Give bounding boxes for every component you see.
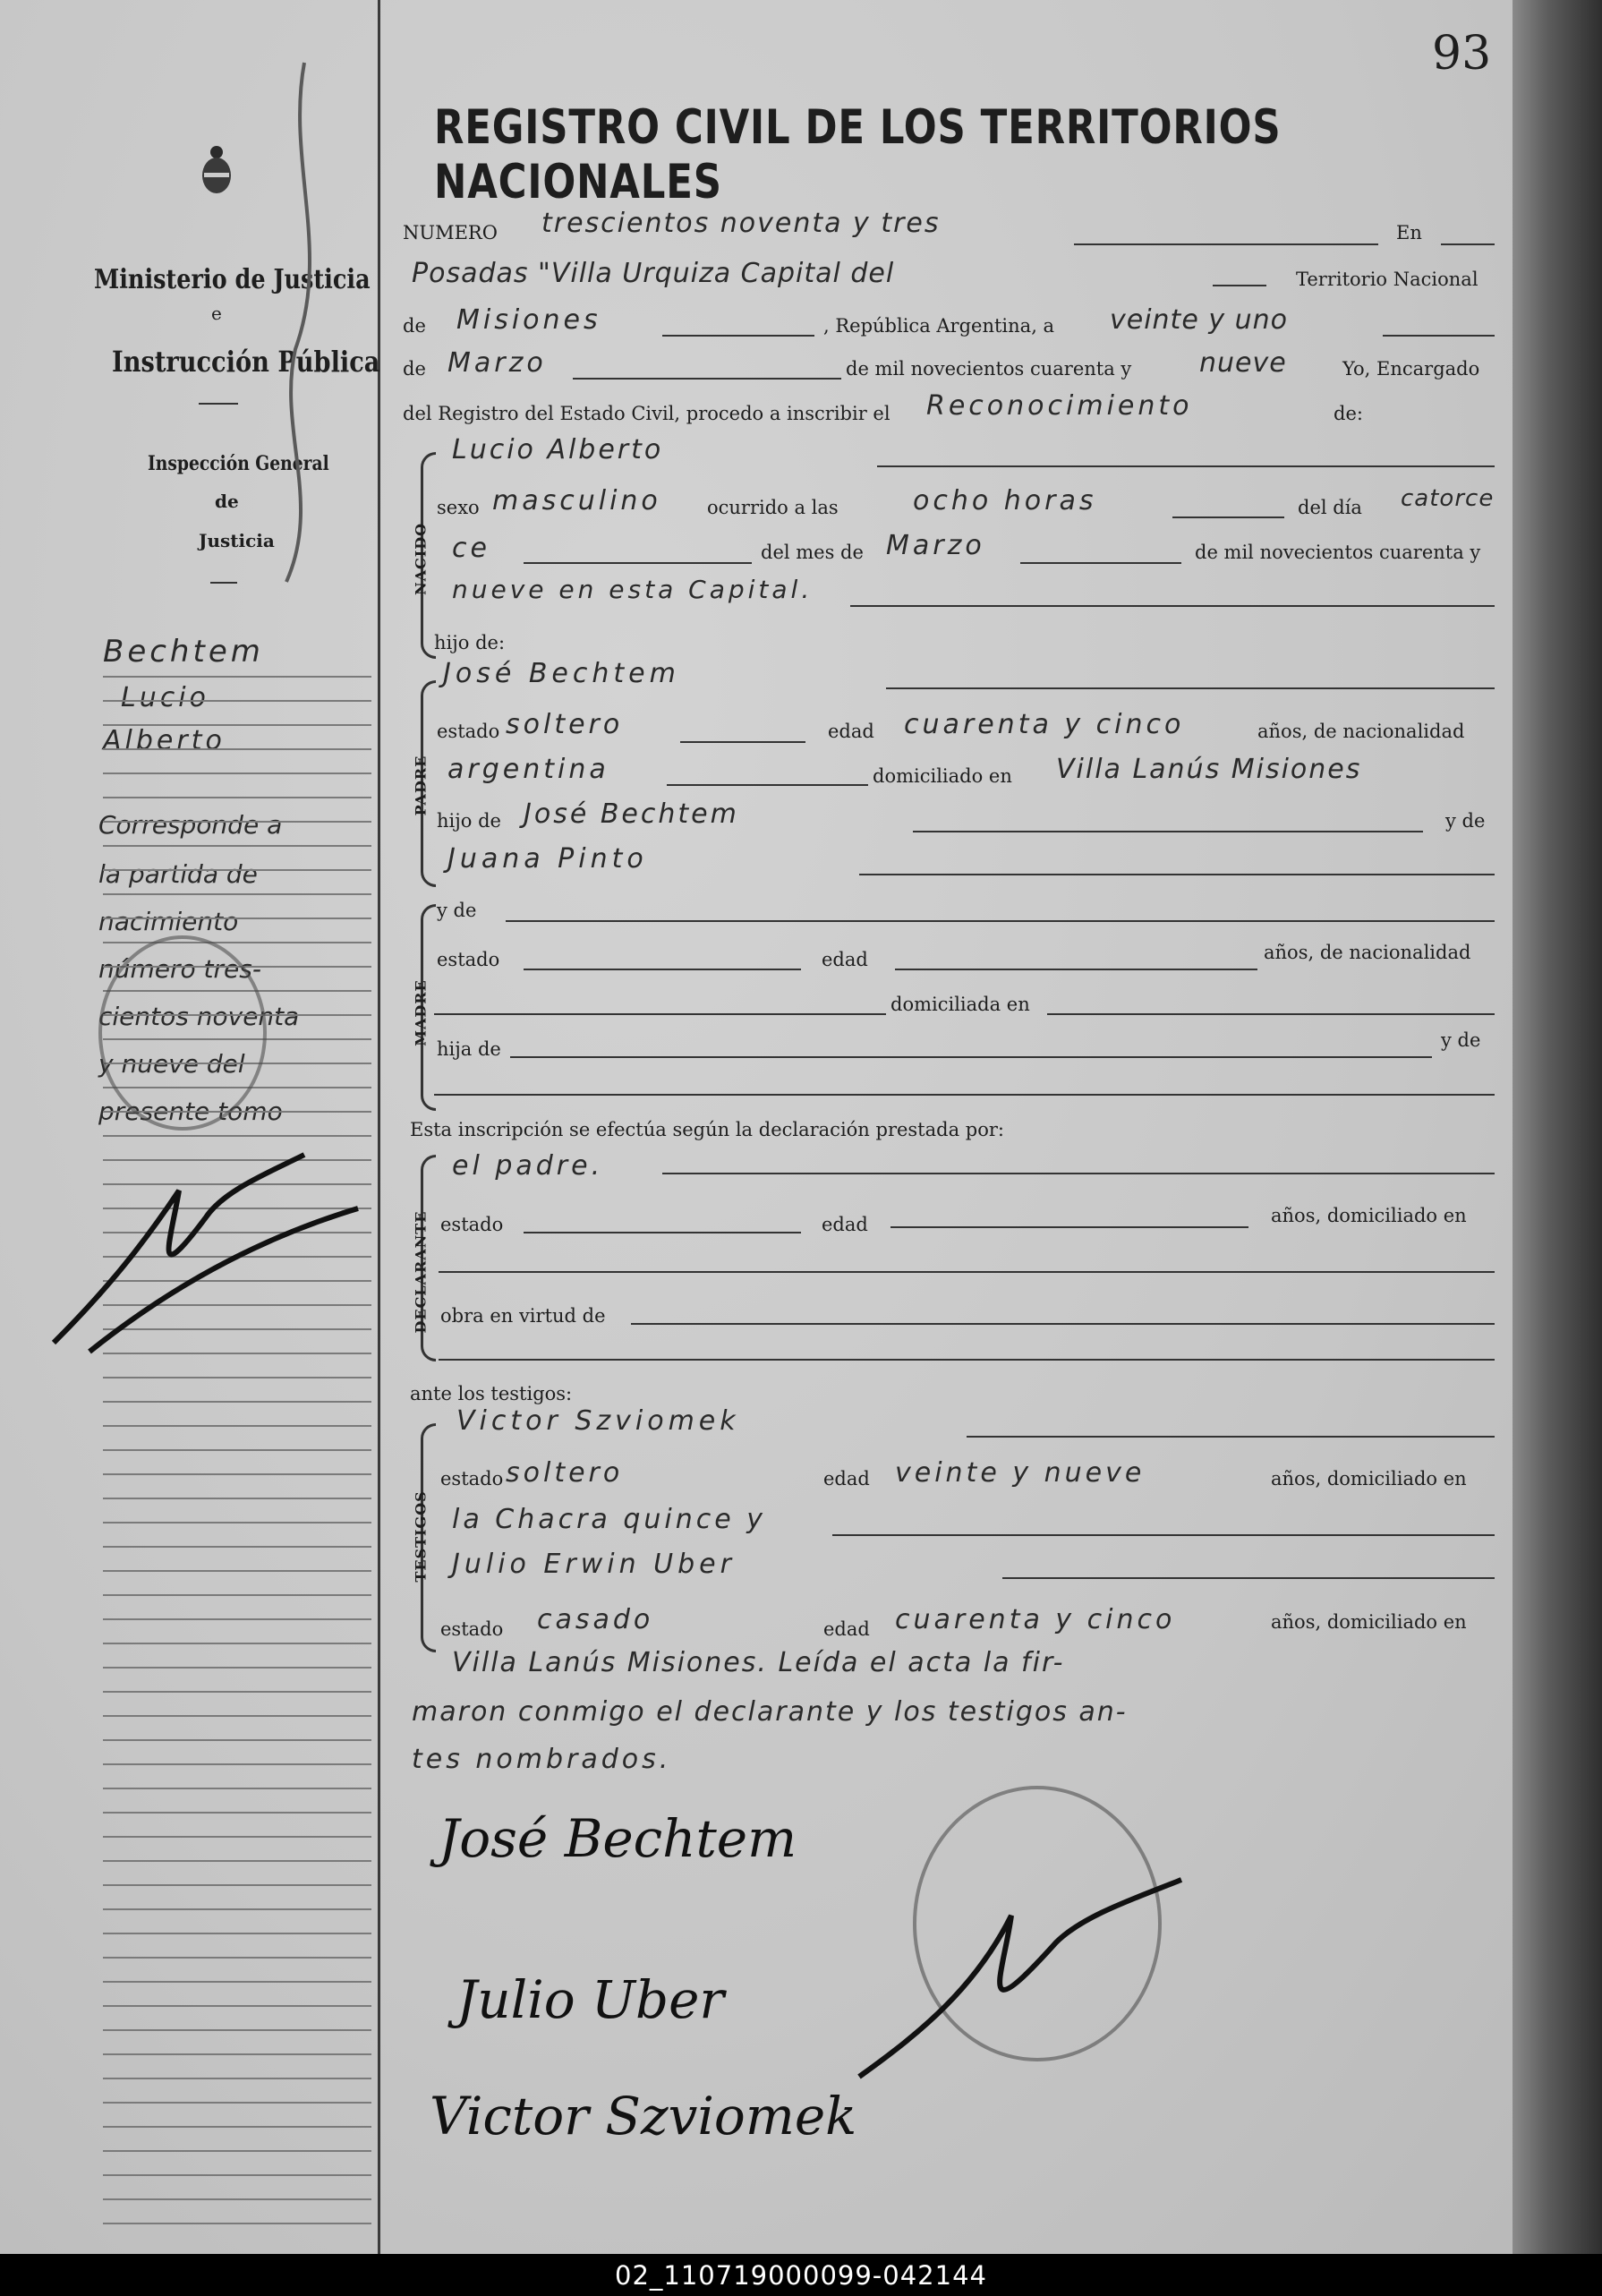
padre-edad-label: edad xyxy=(828,721,874,742)
page-title: REGISTRO CIVIL DE LOS TERRITORIOS NACIONALES xyxy=(434,100,1282,209)
en-line xyxy=(1441,243,1495,245)
margin-rule xyxy=(103,1836,371,1838)
yo-label: Yo, Encargado xyxy=(1342,358,1480,380)
margin-rule xyxy=(103,700,371,702)
margin-rule xyxy=(103,1570,371,1572)
t1-dom-line xyxy=(832,1534,1495,1536)
day-line xyxy=(1383,335,1495,337)
margin-rule xyxy=(103,1788,371,1789)
margin-rule xyxy=(103,772,371,774)
t2-estado-value: casado xyxy=(537,1604,654,1635)
ministry-line2: e xyxy=(211,303,222,324)
madre-last-line xyxy=(434,1094,1495,1096)
margin-rule xyxy=(103,869,371,871)
margin-rule xyxy=(103,1546,371,1548)
padre-parent2-line xyxy=(859,874,1495,875)
madre-y-de-label: y de xyxy=(437,900,477,921)
padre-domicilio-value: Villa Lanús Misiones xyxy=(1056,754,1362,785)
numero-line xyxy=(1074,243,1378,245)
act-de: de: xyxy=(1334,403,1363,424)
madre-estado-line xyxy=(524,969,801,970)
en-label: En xyxy=(1396,222,1422,243)
madre-y-de-line xyxy=(506,920,1495,922)
month-line xyxy=(573,378,841,380)
declarante-label: DECLARANTE xyxy=(412,1210,430,1334)
nacido-name-line xyxy=(877,465,1495,467)
margin-rule xyxy=(103,1449,371,1451)
madre-domiciliada-label: domiciliada en xyxy=(890,994,1030,1015)
margin-rule xyxy=(103,1401,371,1403)
declarante-anos-label: años, domiciliado en xyxy=(1271,1205,1467,1226)
ministry-line1: Ministerio de Justicia xyxy=(94,264,371,295)
declarante-obra-line xyxy=(631,1323,1495,1325)
margin-rule xyxy=(103,1498,371,1499)
declarante-obra-label: obra en virtud de xyxy=(440,1305,606,1327)
registro-label: del Registro del Estado Civil, procedo a inscribir el xyxy=(403,403,890,424)
t1-estado-value: soltero xyxy=(506,1457,624,1489)
margin-rule xyxy=(103,2198,371,2200)
territorio-label: Territorio Nacional xyxy=(1296,269,1478,290)
margin-rule xyxy=(103,2126,371,2128)
t1-edad-value: veinte y nueve xyxy=(895,1457,1146,1489)
t2-name-line xyxy=(1002,1577,1495,1579)
padre-estado-value: soltero xyxy=(506,709,624,740)
signature-2: Julio Uber xyxy=(456,1969,725,2030)
dia-line xyxy=(524,562,752,564)
margin-rule xyxy=(103,676,371,678)
act-value: Reconocimiento xyxy=(926,390,1193,422)
declarante-edad-label: edad xyxy=(822,1214,868,1235)
margin-note-l5: cientos noventa xyxy=(98,1002,300,1031)
official-signature xyxy=(850,1862,1190,2098)
dia-label: del día xyxy=(1298,497,1362,518)
margin-rule xyxy=(103,918,371,919)
t1-name: Victor Szviomek xyxy=(456,1405,740,1437)
ministry-divider xyxy=(199,403,238,405)
month-value: Marzo xyxy=(447,347,547,379)
year-place-value: nueve en esta Capital. xyxy=(452,575,814,604)
inspection-divider xyxy=(210,582,237,584)
sexo-label: sexo xyxy=(437,497,480,518)
page-number: 93 xyxy=(1432,27,1492,81)
nacido-name: Lucio Alberto xyxy=(452,434,664,465)
margin-signature xyxy=(36,1137,394,1373)
inspection-line3: Justicia xyxy=(199,530,275,551)
padre-anos-label: años, de nacionalidad xyxy=(1257,721,1465,742)
margin-name2: Lucio xyxy=(121,682,209,713)
margin-rule xyxy=(103,1643,371,1644)
hora-line xyxy=(1172,516,1284,518)
margin-rule xyxy=(103,1522,371,1524)
padre-y-de-label: y de xyxy=(1445,810,1486,832)
margin-rule xyxy=(103,2174,371,2176)
margin-rule xyxy=(103,1763,371,1765)
margin-rule xyxy=(103,1933,371,1934)
declaracion-label: Esta inscripción se efectúa según la declaración prestada por: xyxy=(410,1119,1004,1140)
margin-name3: Alberto xyxy=(103,725,226,756)
de-label: de xyxy=(403,315,426,337)
margin-note-l6: y nueve del xyxy=(98,1049,245,1079)
margin-rule xyxy=(103,1860,371,1862)
madre-label: MADRE xyxy=(412,979,430,1046)
padre-label: PADRE xyxy=(412,755,430,816)
book-binding xyxy=(1513,0,1602,2254)
sexo-value: masculino xyxy=(492,485,661,516)
padre-edad-value: cuarenta y cinco xyxy=(904,709,1185,740)
numero-value: trescientos noventa y tres xyxy=(541,208,941,239)
margin-rule xyxy=(103,821,371,823)
closing-l2: maron conmigo el declarante y los testigos an- xyxy=(412,1696,1128,1728)
margin-note-l4: número tres- xyxy=(98,954,261,984)
margin-rule xyxy=(103,845,371,847)
margin-note-l2: la partida de xyxy=(98,859,258,889)
hora-value: ocho horas xyxy=(913,485,1097,516)
margin-rule xyxy=(103,1908,371,1910)
declarante-edad-line xyxy=(890,1226,1248,1228)
margin-scribble xyxy=(251,54,376,594)
padre-domiciliado-label: domiciliado en xyxy=(873,765,1012,787)
margin-rule xyxy=(103,1812,371,1814)
margin-rule xyxy=(103,893,371,895)
margin-rule xyxy=(103,1618,371,1620)
padre-name-line xyxy=(886,687,1495,689)
madre-edad-line xyxy=(895,969,1257,970)
madre-hija-line xyxy=(510,1056,1432,1058)
margin-rule xyxy=(103,2005,371,2007)
place-value: Posadas "Villa Urquiza Capital del xyxy=(412,258,895,289)
margin-rule xyxy=(103,1691,371,1693)
madre-estado-label: estado xyxy=(437,949,500,970)
t2-edad-value: cuarenta y cinco xyxy=(895,1604,1176,1635)
margin-rule xyxy=(103,1957,371,1959)
dia-value1: catorce xyxy=(1401,485,1495,512)
madre-hija-de-label: hija de xyxy=(437,1038,501,1060)
ocurrido-label: ocurrido a las xyxy=(707,497,839,518)
place-line xyxy=(1213,285,1266,286)
coat-of-arms-icon xyxy=(199,143,234,199)
year-place-line xyxy=(850,605,1495,607)
padre-hijo-de-label: hijo de xyxy=(437,810,501,832)
territory-value: Misiones xyxy=(456,304,601,336)
declarante-last-line xyxy=(439,1359,1495,1361)
margin-rule xyxy=(103,1473,371,1475)
declarante-estado-line xyxy=(524,1232,801,1233)
mes-line xyxy=(1020,562,1181,564)
inspection-line1: Inspección General xyxy=(148,452,329,475)
margin-note-l3: nacimiento xyxy=(98,907,239,936)
margin-rule xyxy=(103,1739,371,1741)
margin-rule xyxy=(103,942,371,943)
t2-domicilio-value: Villa Lanús Misiones. Leída el acta la fir- xyxy=(452,1647,1065,1678)
margin-rule xyxy=(103,1715,371,1717)
madre-y-de-label2: y de xyxy=(1441,1029,1481,1051)
margin-rule xyxy=(103,2029,371,2031)
margin-rule xyxy=(103,2102,371,2104)
inspection-line2: de xyxy=(215,491,239,512)
testigos-intro-label: ante los testigos: xyxy=(410,1383,573,1404)
signature-3: Victor Szviomek xyxy=(430,2086,857,2147)
padre-nacionalidad-value: argentina xyxy=(447,754,609,785)
mil-label: de mil novecientos cuarenta y xyxy=(846,358,1132,380)
territory-line xyxy=(662,335,814,337)
margin-rule xyxy=(103,2223,371,2224)
padre-nacionalidad-line xyxy=(667,784,868,786)
day-value: veinte y uno xyxy=(1110,304,1288,336)
republica-label: , República Argentina, a xyxy=(823,315,1055,337)
t2-anos-label: años, domiciliado en xyxy=(1271,1611,1467,1633)
margin-rule xyxy=(103,2150,371,2152)
margin-rule xyxy=(103,724,371,726)
margin-name1: Bechtem xyxy=(103,634,264,670)
t1-estado-label: estado xyxy=(440,1468,504,1489)
madre-nac-line xyxy=(434,1013,886,1015)
dia-value2: ce xyxy=(452,533,490,564)
mes-value: Marzo xyxy=(886,530,985,561)
margin-rule xyxy=(103,1594,371,1596)
margin-rule xyxy=(103,797,371,798)
margin-divider xyxy=(378,0,380,2254)
declarante-estado-label: estado xyxy=(440,1214,504,1235)
padre-name: José Bechtem xyxy=(443,658,680,689)
margin-rule xyxy=(103,1884,371,1886)
margin-rule xyxy=(103,2078,371,2079)
margin-note-l7: presente tomo xyxy=(98,1097,283,1126)
t2-estado-label: estado xyxy=(440,1618,504,1640)
nacido-label: NACIDO xyxy=(412,522,430,596)
t2-name: Julio Erwin Uber xyxy=(452,1549,736,1580)
margin-rule xyxy=(103,1981,371,1983)
margin-rule xyxy=(103,1667,371,1669)
madre-edad-label: edad xyxy=(822,949,868,970)
year-value: nueve xyxy=(1199,347,1287,379)
t1-domicilio-value: la Chacra quince y xyxy=(452,1504,766,1535)
declarante-name-line xyxy=(662,1173,1495,1174)
margin-rule xyxy=(103,1425,371,1427)
margin-rule xyxy=(103,1377,371,1378)
declarante-name: el padre. xyxy=(452,1150,604,1182)
numero-label: NUMERO xyxy=(403,222,498,243)
margin-rule xyxy=(103,748,371,750)
testigos-label: TESTIGOS xyxy=(412,1490,430,1583)
ministry-line3: Instrucción Pública xyxy=(112,345,380,379)
closing-l3: tes nombrados. xyxy=(412,1744,672,1775)
declarante-dom-line xyxy=(439,1271,1495,1273)
t1-name-line xyxy=(967,1436,1495,1438)
nacido-mil-label: de mil novecientos cuarenta y xyxy=(1195,542,1481,563)
file-identifier: 02_110719000099-042144 xyxy=(0,2254,1602,2296)
t1-edad-label: edad xyxy=(823,1468,870,1489)
padre-parent1-value: José Bechtem xyxy=(524,798,739,830)
hijo-label: hijo de: xyxy=(434,632,506,653)
madre-anos-label: años, de nacionalidad xyxy=(1264,942,1471,963)
padre-parent2-value: Juana Pinto xyxy=(447,843,648,875)
padre-estado-label: estado xyxy=(437,721,500,742)
t1-anos-label: años, domiciliado en xyxy=(1271,1468,1467,1489)
signature-1: José Bechtem xyxy=(439,1808,797,1869)
padre-estado-line xyxy=(680,741,805,743)
mes-label: del mes de xyxy=(761,542,864,563)
t2-edad-label: edad xyxy=(823,1618,870,1640)
padre-parent1-line xyxy=(913,831,1423,832)
margin-note-l1: Corresponde a xyxy=(98,810,283,840)
de-label2: de xyxy=(403,358,426,380)
margin-stamp xyxy=(98,935,267,1131)
margin-rule xyxy=(103,2053,371,2055)
madre-dom-line xyxy=(1047,1013,1495,1015)
